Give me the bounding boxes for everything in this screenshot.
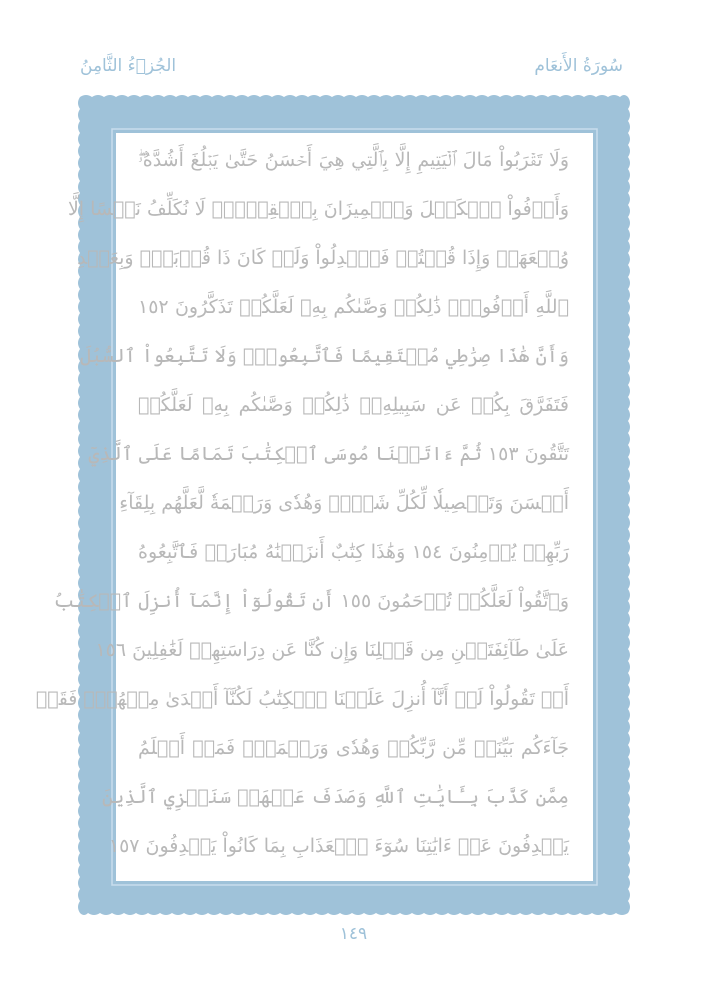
verse-line: ٱللَّهِ أَوۡفُواْۚ ذَٰلِكُمۡ وَصَّىٰكُم بِهِۦ لَعَلَّكُمۡ تَذَكَّرُونَ ١٥٢ [138, 296, 569, 318]
verse-line: رَبِّهِمۡ يُؤۡمِنُونَ ١٥٤ وَهَٰذَا كِتَٰبٌ أَنزَلۡنَٰهُ مُبَارَكٞ فَٱتَّبِعُوهُ [138, 541, 569, 563]
verse-line: جَآءَكُم بَيِّنَةٞ مِّن رَّبِّكُمۡ وَهُدٗى وَرَحۡمَةٞۚ فَمَنۡ أَظۡلَمُ [138, 737, 569, 759]
juz-name-header: الجُزۡءُ الثَّامِنُ [80, 56, 177, 76]
verse-line: يَصۡدِفُونَ عَنۡ ءَايَٰتِنَا سُوٓءَ ٱلۡعَذَابِ بِمَا كَانُواْ يَصۡدِفُونَ ١٥٧ [108, 835, 569, 857]
verse-line: مِمَّن كَذَّبَ بِـَٔايَٰتِ ٱللَّهِ وَصَدَفَ عَنۡهَاۗ سَنَجۡزِي ٱلَّذِينَ [102, 786, 569, 808]
page-number: ١٤٩ [339, 924, 368, 944]
verse-line: فَتَفَرَّقَ بِكُمۡ عَن سَبِيلِهِۦۚ ذَٰلِكُمۡ وَصَّىٰكُم بِهِۦ لَعَلَّكُمۡ [138, 394, 569, 416]
surah-name-header: سُورَةُ الأَنعَام [534, 56, 623, 76]
verse-lines [35, 133, 593, 881]
page-content [35, 133, 593, 881]
verse-line: وَأَوۡفُواْ ٱلۡكَيۡلَ وَٱلۡمِيزَانَ بِٱلۡقِسۡطِۖ لَا نُكَلِّفُ نَفۡسًا إِلَّا [67, 198, 569, 220]
verse-line: وَأَنَّ هَٰذَا صِرَٰطِي مُسۡتَقِيمًا فَٱتَّبِعُوهُۖ وَلَا تَتَّبِعُواْ ٱلسُّبُلَ [80, 345, 569, 367]
verse-line: وُسۡعَهَاۖ وَإِذَا قُلۡتُمۡ فَٱعۡدِلُواْ وَلَوۡ كَانَ ذَا قُرۡبَىٰۖ وَبِعَهۡدِ [77, 247, 569, 269]
verse-line: وَلَا تَقۡرَبُواْ مَالَ ٱلۡيَتِيمِ إِلَّا بِٱلَّتِي هِيَ أَحۡسَنُ حَتَّىٰ يَبۡلُغَ أَشُدَّهُۥۖ [138, 149, 569, 171]
verse-line: أَحۡسَنَ وَتَفۡصِيلٗا لِّكُلِّ شَيۡءٖ وَهُدٗى وَرَحۡمَةٗ لَّعَلَّهُم بِلِقَآءِ [119, 492, 569, 514]
verse-line: وَٱتَّقُواْ لَعَلَّكُمۡ تُرۡحَمُونَ ١٥٥ أَن تَقُولُوٓاْ إِنَّمَآ أُنزِلَ ٱلۡكِتَٰبُ [53, 590, 569, 612]
verse-line: عَلَىٰ طَآئِفَتَيۡنِ مِن قَبۡلِنَا وَإِن كُنَّا عَن دِرَاسَتِهِمۡ لَغَٰفِلِينَ ١٥٦ [95, 639, 569, 661]
verse-line: أَوۡ تَقُولُواْ لَوۡ أَنَّآ أُنزِلَ عَلَيۡنَا ٱلۡكِتَٰبُ لَكُنَّآ أَهۡدَىٰ مِنۡهُمۡۚ فَقَدۡ [35, 688, 569, 710]
verse-line: تَتَّقُونَ ١٥٣ ثُمَّ ءَاتَيۡنَا مُوسَى ٱلۡكِتَٰبَ تَمَامًا عَلَى ٱلَّذِيٓ [88, 443, 569, 465]
